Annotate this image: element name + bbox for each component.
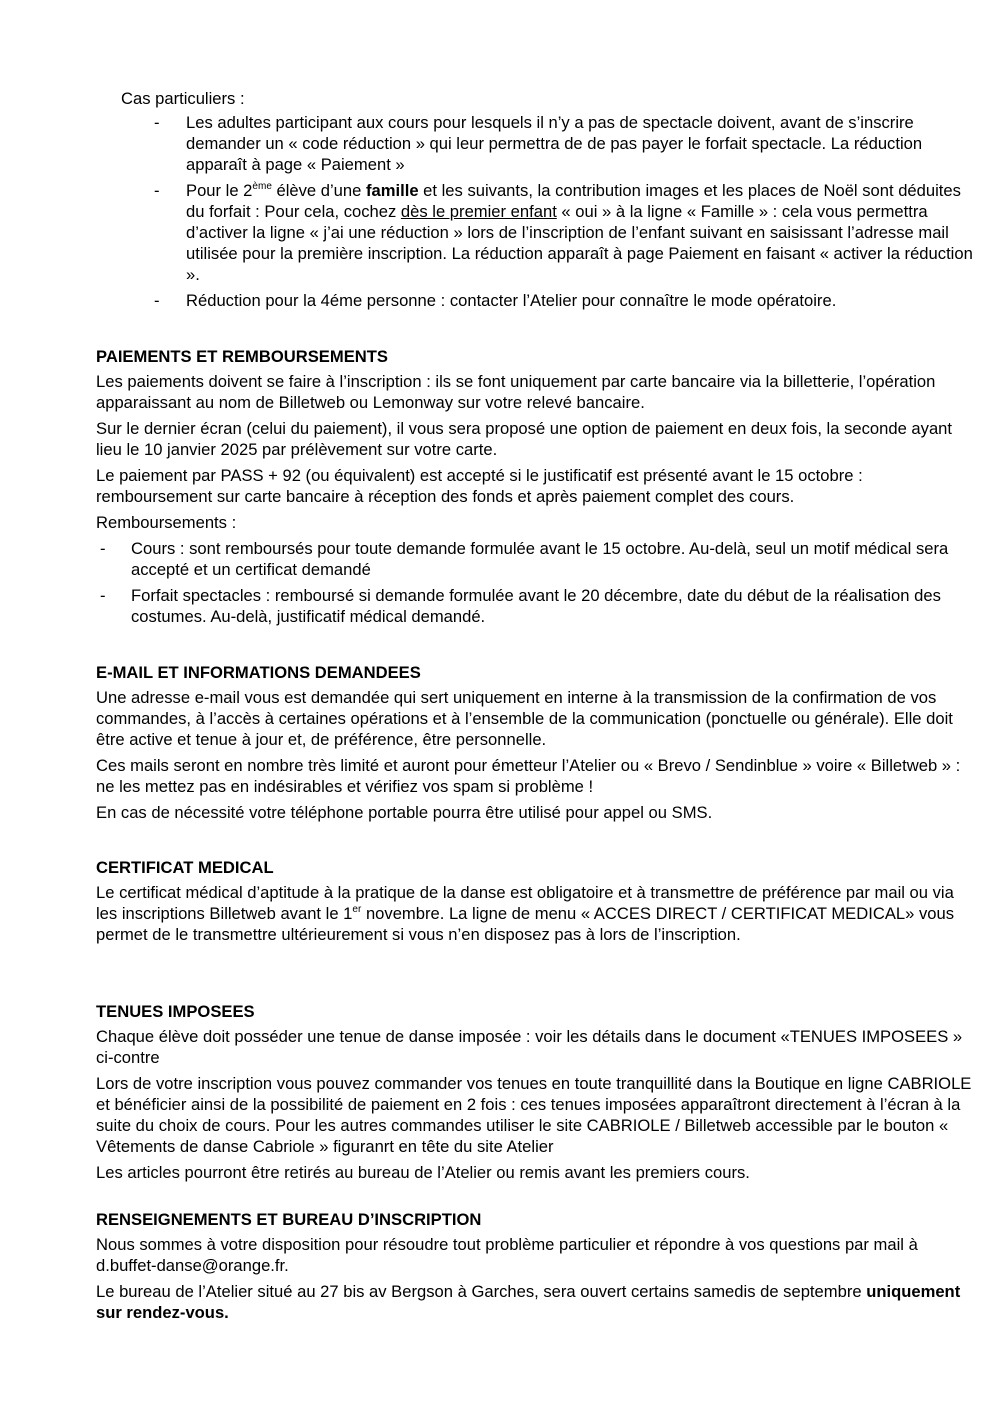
list-item: - Forfait spectacles : remboursé si demande formulée avant le 20 décembre, date du début de la réalisation des costumes. Au-delà, justificatif médical demandé. [100,586,941,626]
paragraph: Une adresse e-mail vous est demandée qui sert uniquement en interne à la transmission de la confirmation de vos commandes, à l’accès à certaines opérations et à l’ensemble de la communication (ponctuelle ou générale). Elle doit être active et tenue à jour et, de préférence, être personnelle. [96,688,953,749]
dash-bullet: - [154,113,160,132]
section-heading: PAIEMENTS ET REMBOURSEMENTS [96,347,388,366]
dash-bullet: - [154,291,160,310]
section-heading: CERTIFICAT MEDICAL [96,858,274,877]
paragraph: Lors de votre inscription vous pouvez commander vos tenues en toute tranquillité dans la Boutique en ligne CABRIOLE et bénéficier ainsi de la possibilité de paiement en 2 fois : ces tenues imposées apparaîtront directement à l’écran à la suite du choix de cours. Pour les autres commandes utiliser le site CABRIOLE / Billetweb accessible par le bouton « Vêtements de danse Cabriole » figuranrt en tête du site Atelier [96,1074,972,1156]
paragraph: Le certificat médical d’aptitude à la pratique de la danse est obligatoire et à transmettre de préférence par mail ou via les inscriptions Billetweb avant le 1er novembre. La ligne de menu « ACCES DIRECT / CERTIFICAT MEDICAL» vous permet de le transmettre ultérieurement si vous n’en disposez pas à lors de l’inscription. [96,883,955,944]
dash-bullet: - [154,181,160,200]
section-email [96,662,976,828]
remboursements-title: Remboursements : [96,513,237,532]
paragraph: En cas de nécessité votre téléphone portable pourra être utilisé pour appel ou SMS. [96,803,713,822]
paragraph: Ces mails seront en nombre très limité et auront pour émetteur l’Atelier ou « Brevo / Sendinblue » voire « Billetweb » : ne les mettez pas en indésirables et vérifiez vos spam si problème ! [96,756,961,796]
section-certificat [96,857,976,950]
paragraph: Les articles pourront être retirés au bureau de l’Atelier ou remis avant les premiers cours. [96,1163,750,1182]
section-renseignements [96,1209,976,1328]
cas-particuliers-list [148,112,978,316]
section-heading: RENSEIGNEMENTS ET BUREAU D’INSCRIPTION [96,1210,482,1229]
paragraph: Nous sommes à votre disposition pour résoudre tout problème particulier et répondre à vos questions par mail à d.buffet-danse@orange.fr. [96,1235,918,1275]
list-item: - Cours : sont remboursés pour toute demande formulée avant le 15 octobre. Au-delà, seul un motif médical sera accepté et un certificat demandé [100,539,949,579]
dash-bullet: - [100,539,106,558]
paragraph: Le paiement par PASS + 92 (ou équivalent) est accepté si le justificatif est présenté avant le 15 octobre : remboursement sur carte bancaire à réception des fonds et après paiement complet des cours. [96,466,863,506]
list-item: - Les adultes participant aux cours pour lesquels il n’y a pas de spectacle doivent, avant de s’inscrire demander un « code réduction » qui leur permettra de de pas payer le forfait spectacle. La réduction apparaît à page « Paiement » [154,113,923,174]
section-tenues [96,1001,976,1188]
dash-bullet: - [100,586,106,605]
section-paiements [96,346,976,632]
list-item: - Réduction pour la 4éme personne : contacter l’Atelier pour connaître le mode opératoire. [154,291,837,310]
paragraph: Sur le dernier écran (celui du paiement), il vous sera proposé une option de paiement en deux fois, la seconde ayant lieu le 10 janvier 2025 par prélèvement sur votre carte. [96,419,953,459]
paragraph: Chaque élève doit posséder une tenue de danse imposée : voir les détails dans le document «TENUES IMPOSEES » ci-contre [96,1027,963,1067]
cas-particuliers-title: Cas particuliers : [121,89,245,108]
section-heading: E-MAIL ET INFORMATIONS DEMANDEES [96,663,421,682]
section-heading: TENUES IMPOSEES [96,1002,255,1021]
list-item: - Pour le 2ème élève d’une famille et les suivants, la contribution images et les places de Noël sont déduites du forfait : Pour cela, cochez dès le premier enfant « oui » à la ligne « Famille » : cela vous permettra d’activer la ligne « j’ai une réduction » lors de l’inscription de l’enfant suivant en saisissant l’adresse mail utilisée pour la première inscription. La réduction apparaît à page Paiement en faisant « activer la réduction ». [154,181,973,284]
paragraph: Le bureau de l’Atelier situé au 27 bis av Bergson à Garches, sera ouvert certains samedis de septembre uniquement sur rendez-vous. [96,1282,961,1322]
paragraph: Les paiements doivent se faire à l’inscription : ils se font uniquement par carte bancaire via la billetterie, l’opération apparaissant au nom de Billetweb ou Lemonway sur votre relevé bancaire. [96,372,936,412]
remboursements-list [96,538,976,627]
